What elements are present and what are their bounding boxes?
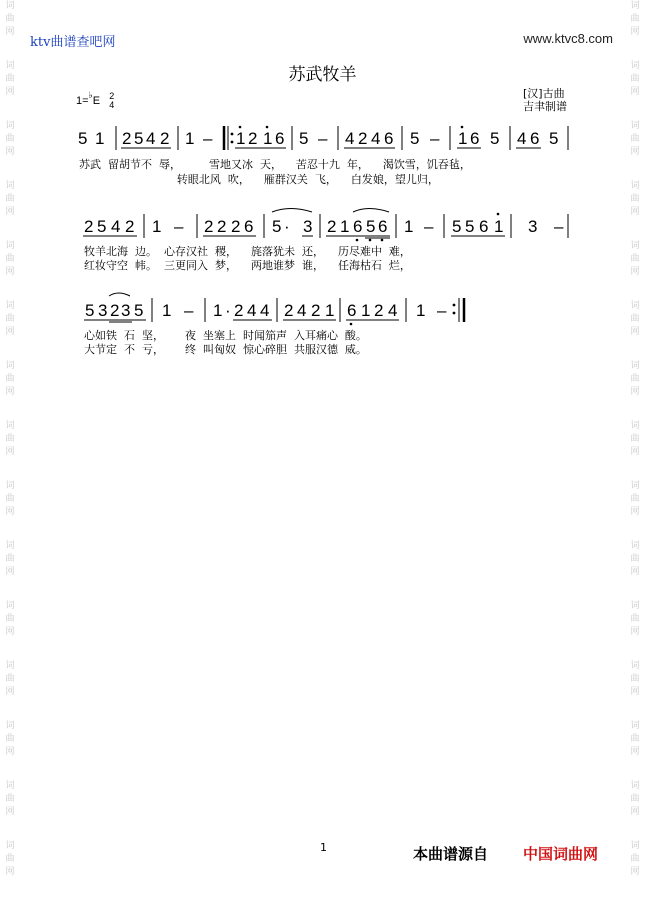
watermark-char: 网: [5, 207, 15, 217]
watermark-char: 词: [5, 121, 15, 131]
watermark-char: 网: [630, 87, 640, 97]
note: 5: [299, 129, 309, 148]
watermark-char: 网: [630, 867, 640, 877]
note: 6: [470, 129, 480, 148]
note: 2: [248, 129, 258, 148]
watermark-char: 词: [5, 361, 15, 371]
watermark-char: 网: [5, 687, 15, 697]
note: 2: [374, 301, 384, 320]
watermark-char: 词: [630, 661, 640, 671]
watermark-char: 曲: [5, 434, 15, 444]
repeat-dot: [231, 133, 234, 136]
note: 2: [358, 129, 368, 148]
note: 3: [98, 301, 108, 320]
note: 2: [311, 301, 321, 320]
watermark-char: 网: [630, 807, 640, 817]
site-watermark-right: www.ktvc8.com: [523, 31, 613, 46]
watermark-char: 网: [5, 447, 15, 457]
note: 5: [452, 217, 462, 236]
watermark-char: 曲: [5, 554, 15, 564]
note: 5: [366, 217, 376, 236]
low-octave-dot: [369, 239, 372, 242]
watermark-char: 词: [630, 421, 640, 431]
octave-dot: [239, 126, 242, 129]
watermark-char: 曲: [630, 554, 640, 564]
dash: –: [318, 129, 328, 148]
slur: [109, 293, 130, 296]
watermark-char: 网: [630, 387, 640, 397]
note: 2: [284, 301, 294, 320]
page-number: 1: [320, 841, 327, 854]
note: 2: [160, 129, 170, 148]
watermark-char: 词: [5, 721, 15, 731]
slur: [353, 209, 389, 213]
dash: –: [437, 301, 447, 320]
watermark-char: 网: [630, 207, 640, 217]
watermark-char: 曲: [630, 614, 640, 624]
note: 1: [236, 129, 246, 148]
watermark-char: 词: [5, 181, 15, 191]
note: 5: [97, 217, 107, 236]
note: 4: [111, 217, 121, 236]
note: 4: [297, 301, 307, 320]
watermark-char: 词: [5, 661, 15, 671]
watermark-char: 词: [630, 61, 640, 71]
lyrics-system-2-verse-1: 牧羊北海 边。 心存汉社 稷， 旄落犹未 还， 历尽难中 难，: [84, 245, 411, 258]
note: 6: [347, 301, 357, 320]
watermark-char: 词: [5, 301, 15, 311]
watermark-char: 曲: [630, 74, 640, 84]
note: 5: [272, 217, 282, 236]
watermark-char: 曲: [5, 74, 15, 84]
slur: [272, 209, 312, 213]
notation-system-1: [78, 126, 568, 150]
note: 6: [479, 217, 489, 236]
note: 2: [122, 129, 132, 148]
watermark-char: 词: [630, 601, 640, 611]
footer-source-site: 中国词曲网: [523, 845, 599, 863]
note: 1: [152, 217, 162, 236]
watermark-char: 曲: [5, 614, 15, 624]
watermark-char: 词: [5, 481, 15, 491]
notation-system-2: [83, 209, 568, 242]
watermark-char: 词: [630, 361, 640, 371]
footer-source-label: 本曲谱源自: [413, 845, 489, 863]
dash: –: [184, 301, 194, 320]
note: 4: [260, 301, 270, 320]
key-note: E: [92, 94, 101, 107]
note: 4: [371, 129, 381, 148]
site-watermark-left: ktv曲谱查吧网: [30, 35, 116, 50]
watermark-char: 词: [5, 1, 15, 11]
watermark-char: 曲: [5, 674, 15, 684]
dash: –: [554, 217, 564, 236]
watermark-char: 曲: [5, 494, 15, 504]
watermark-char: 曲: [630, 194, 640, 204]
watermark-char: 曲: [630, 854, 640, 864]
watermark-char: 曲: [5, 194, 15, 204]
lyrics-system-2-verse-2: 红妆守空 帏。 三更同入 梦， 两地谁梦 谁， 任海枯石 烂，: [84, 259, 411, 272]
watermark-char: 曲: [5, 854, 15, 864]
lyrics-system-3-verse-2: 大节定 不 亏， 终 叫匈奴 惊心碎胆 共服汉德 威。: [84, 343, 367, 356]
note: 2: [84, 217, 94, 236]
octave-dot: [266, 126, 269, 129]
note: 6: [384, 129, 394, 148]
octave-dot: [497, 213, 500, 216]
watermark-char: 曲: [5, 314, 15, 324]
note: 1: [95, 129, 105, 148]
note: 5: [134, 129, 144, 148]
watermark-char: 词: [630, 781, 640, 791]
watermark-char: 曲: [630, 254, 640, 264]
octave-dot: [461, 126, 464, 129]
watermark-char: 网: [630, 147, 640, 157]
watermark-char: 曲: [5, 254, 15, 264]
watermark-char: 词: [630, 181, 640, 191]
watermark-char: 曲: [630, 674, 640, 684]
watermark-char: 网: [5, 627, 15, 637]
watermark-char: 词: [5, 841, 15, 851]
flat-sign: ♭: [88, 89, 93, 100]
watermark-char: 网: [630, 687, 640, 697]
watermark-char: 词: [5, 781, 15, 791]
note: 4: [247, 301, 257, 320]
dot: ·: [225, 301, 231, 320]
watermark-char: 网: [630, 27, 640, 37]
note: 3: [121, 301, 131, 320]
watermark-char: 曲: [630, 434, 640, 444]
low-octave-dot: [356, 239, 359, 242]
watermark-char: 曲: [630, 494, 640, 504]
note: 1: [458, 129, 468, 148]
watermark-char: 曲: [5, 734, 15, 744]
note: 5: [490, 129, 500, 148]
watermark-char: 曲: [630, 374, 640, 384]
lyrics-system-3-verse-1: 心如铁 石 坚， 夜 坐塞上 时闻笳声 入耳痛心 酸。: [84, 329, 367, 342]
song-title: 苏武牧羊: [288, 65, 357, 85]
note: 1: [494, 217, 504, 236]
dot: ·: [284, 217, 290, 236]
lyrics-system-1-verse-1: 苏武 留胡节不 辱， 雪地又冰 天， 苦忍十九 年， 渴饮雪，饥吞毡，: [79, 158, 471, 171]
note: 2: [231, 217, 241, 236]
notation-system-3: [84, 293, 464, 325]
watermark-char: 词: [630, 241, 640, 251]
note: 6: [378, 217, 388, 236]
watermark-char: 词: [5, 61, 15, 71]
low-octave-dot: [350, 323, 353, 326]
note: 2: [234, 301, 244, 320]
watermark-char: 曲: [630, 794, 640, 804]
note: 1: [416, 301, 426, 320]
note: 4: [345, 129, 355, 148]
repeat-dot: [453, 304, 456, 307]
note: 2: [110, 301, 120, 320]
note: 2: [217, 217, 227, 236]
note: 6: [275, 129, 285, 148]
watermark-char: 词: [5, 541, 15, 551]
repeat-dot: [453, 312, 456, 315]
watermark-char: 网: [5, 87, 15, 97]
note: 6: [244, 217, 254, 236]
note: 1: [213, 301, 223, 320]
note: 5: [78, 129, 88, 148]
watermark-char: 网: [630, 747, 640, 757]
watermark-char: 词: [630, 481, 640, 491]
watermark-char: 曲: [5, 794, 15, 804]
watermark-char: 词: [5, 421, 15, 431]
note: 6: [353, 217, 363, 236]
note: 4: [388, 301, 398, 320]
watermark-char: 网: [630, 507, 640, 517]
watermark-char: 词: [5, 601, 15, 611]
note: 5: [465, 217, 475, 236]
credit-transcriber: 吉聿制谱: [523, 100, 567, 113]
watermark-char: 网: [5, 747, 15, 757]
dash: –: [430, 129, 440, 148]
watermark-char: 网: [5, 567, 15, 577]
note: 1: [340, 217, 350, 236]
note: 1: [162, 301, 172, 320]
watermark-char: 词: [630, 541, 640, 551]
credit-origin: [汉]古曲: [523, 87, 565, 100]
watermark-char: 词: [630, 121, 640, 131]
note: 3: [528, 217, 538, 236]
note: 4: [517, 129, 527, 148]
watermark-char: 网: [5, 147, 15, 157]
watermark-char: 网: [5, 27, 15, 37]
note: 6: [530, 129, 540, 148]
note: 5: [134, 301, 144, 320]
watermark-char: 网: [5, 507, 15, 517]
watermark-char: 曲: [630, 134, 640, 144]
note: 1: [361, 301, 371, 320]
watermark-char: 词: [630, 841, 640, 851]
watermark-char: 网: [5, 387, 15, 397]
watermark-char: 网: [630, 267, 640, 277]
note: 1: [325, 301, 335, 320]
watermark-char: 网: [630, 567, 640, 577]
watermark-char: 曲: [630, 314, 640, 324]
dash: –: [424, 217, 434, 236]
repeat-dot: [231, 141, 234, 144]
watermark-char: 曲: [5, 14, 15, 24]
key-prefix: 1=: [76, 94, 89, 107]
note: 2: [125, 217, 135, 236]
watermark-char: 网: [5, 807, 15, 817]
note: 5: [410, 129, 420, 148]
watermark-char: 曲: [5, 134, 15, 144]
watermark-char: 词: [630, 721, 640, 731]
meter-top: 2: [109, 91, 115, 101]
watermark-char: 曲: [630, 14, 640, 24]
watermark-char: 网: [630, 447, 640, 457]
watermark-char: 词: [630, 301, 640, 311]
note: 1: [404, 217, 414, 236]
watermark-char: 网: [630, 327, 640, 337]
watermark-char: 词: [630, 1, 640, 11]
watermark-char: 网: [5, 267, 15, 277]
watermark-char: 曲: [630, 734, 640, 744]
dash: –: [174, 217, 184, 236]
note: 3: [303, 217, 313, 236]
watermark-char: 词: [5, 241, 15, 251]
note: 1: [263, 129, 273, 148]
watermark-char: 网: [5, 327, 15, 337]
lyrics-system-1-verse-2: 转眼北风 吹， 雁群汉关 飞， 白发娘，望儿归，: [79, 173, 439, 186]
note: 1: [185, 129, 195, 148]
watermark-char: 网: [630, 627, 640, 637]
meter-bottom: 4: [109, 100, 115, 110]
note: 5: [549, 129, 559, 148]
watermark-char: 曲: [5, 374, 15, 384]
note: 2: [327, 217, 337, 236]
note: 4: [146, 129, 156, 148]
note: 5: [85, 301, 95, 320]
watermark-char: 网: [5, 867, 15, 877]
note: 2: [204, 217, 214, 236]
dash: –: [203, 129, 213, 148]
low-octave-dot: [381, 239, 384, 242]
